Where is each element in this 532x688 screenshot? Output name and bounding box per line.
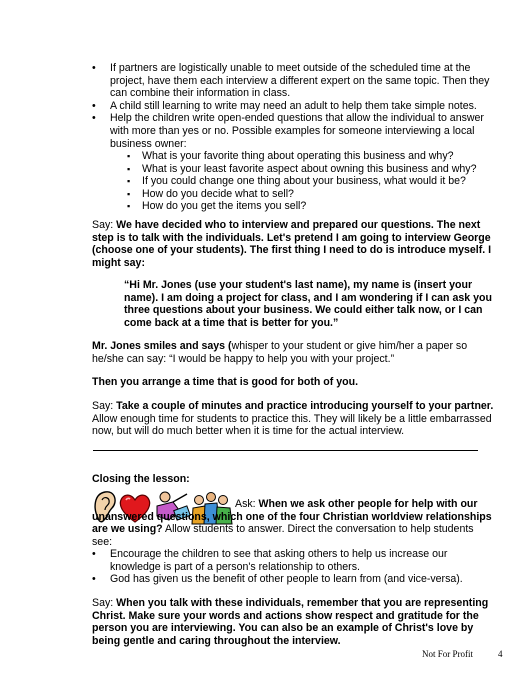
say-bold: Take a couple of minutes and practice introducing yourself to your partner.: [116, 400, 494, 412]
section-divider: [93, 450, 478, 451]
say-paragraph-2: [92, 400, 496, 438]
say-prefix: Say:: [92, 219, 117, 231]
list-item: • God has given us the benefit of other people to learn from (and vice-versa).: [92, 573, 496, 586]
list-item: • A child still learning to write may need an adult to help them take simple notes.: [92, 100, 496, 113]
list-item: ▪ What is your favorite thing about operating this business and why?: [127, 150, 487, 163]
example-questions-list: [127, 150, 487, 213]
page-number: 4: [498, 649, 503, 659]
list-item: ▪ How do you get the items you sell?: [127, 200, 487, 213]
list-item: ▪ If you could change one thing about your business, what would it be?: [127, 175, 487, 188]
jones-text: whisper to your student or give him/her a paper so he/she can say: “I would be happy to help you with your project.”: [92, 340, 468, 365]
list-item: ▪ How do you decide what to sell?: [127, 188, 487, 201]
closing-heading: Closing the lesson:: [92, 473, 190, 485]
jones-paragraph: [92, 340, 496, 365]
say-prefix: Say:: [92, 597, 117, 609]
introduction-quote: “Hi Mr. Jones (use your student's last name), my name is (insert your name). I am doing a project for class, and I am wondering if I can ask you three questions about your business. We could either talk now, or I can come back at a time that is better for you.”: [124, 279, 492, 329]
ask-paragraph: [92, 498, 496, 548]
list-item: • If partners are logistically unable to meet outside of the scheduled time at the project, have them each interview a different expert on the same topic. Then they can combine their information in class.: [92, 62, 496, 100]
page-footer: [422, 648, 502, 661]
list-item: • Help the children write open-ended questions that allow the individual to answer with more than yes or no. Possible examples for someone interviewing a local business owner:: [92, 112, 496, 150]
footer-label: Not For Profit: [422, 649, 474, 659]
say-prefix: Say:: [92, 400, 117, 412]
ask-prefix: Ask:: [235, 498, 259, 510]
top-bullet-list: [92, 62, 496, 150]
ask-text: Allow students to answer. Direct the conversation to help students see:: [92, 523, 474, 548]
say-paragraph-3: [92, 597, 496, 647]
say-text: Allow enough time for students to practice this. They will likely be a little embarrassed now, but will do much better when it is time for the actual interview.: [92, 412, 492, 438]
jones-bold: Mr. Jones smiles and says (: [92, 340, 232, 352]
say-paragraph-1: [92, 219, 496, 269]
list-item: ▪ What is your least favorite aspect about owning this business and why?: [127, 163, 487, 176]
list-item: • Encourage the children to see that asking others to help us increase our knowledge is part of a person's relationship to others.: [92, 548, 496, 573]
bottom-bullet-list: [92, 548, 496, 586]
say-text: When you talk with these individuals, remember that you are representing Christ. Make sure your words and actions show respect and gratitude for the person you are interviewing. You can also be an example of Christ's love by being gentle and caring throughout the interview.: [92, 597, 489, 647]
arrange-line: Then you arrange a time that is good for both of you.: [92, 376, 359, 388]
ask-bold: When we ask other people for help with our unanswered questions, which one of the four Christian worldview relationships are we using?: [92, 498, 492, 536]
say-text: We have decided who to interview and prepared our questions. The next step is to talk with the individuals. Let's pretend I am going to interview George (choose one of your students). The first thing I need to do is introduce myself. I might say:: [92, 219, 492, 269]
